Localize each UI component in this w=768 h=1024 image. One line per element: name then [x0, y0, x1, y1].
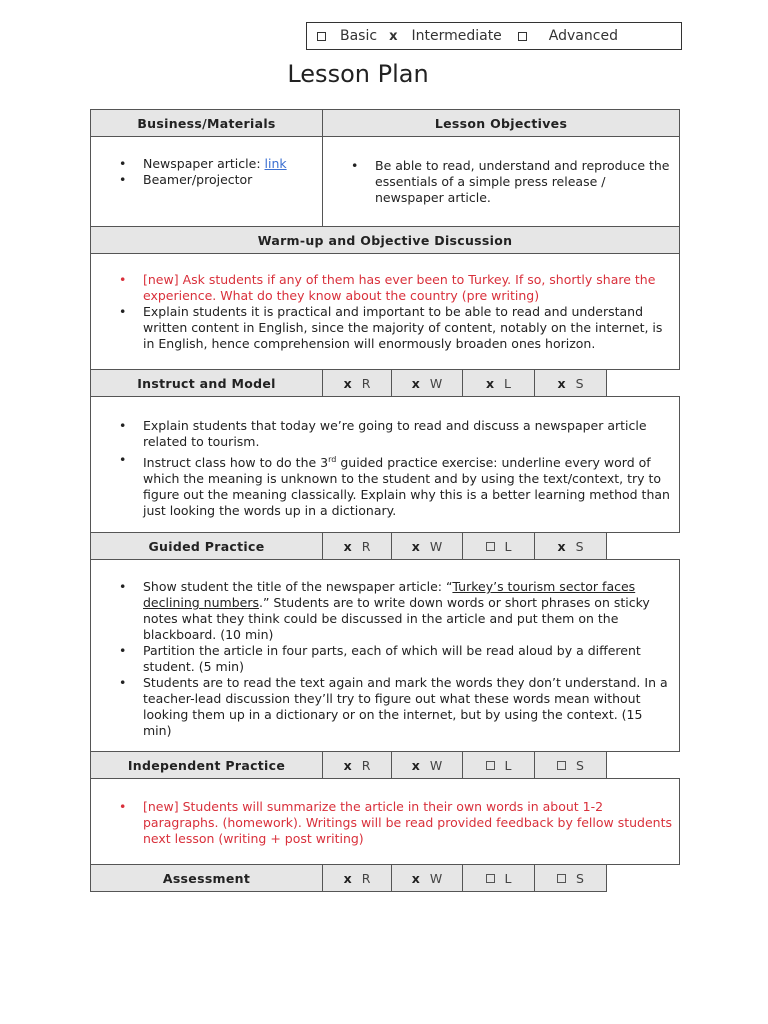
skill-speaking[interactable]: [535, 533, 607, 560]
list-item: • Explain students it is practical and important to be able to read and understand written content in English, since the majority of content, notably on the internet, is in English, hence comprehension will enormously broaden ones horizon.: [143, 304, 673, 352]
checkbox-empty-icon: [486, 761, 495, 770]
list-item: • Explain students that today we’re going to read and discuss a newspaper article related to tourism.: [143, 418, 673, 450]
list-item: [143, 452, 673, 519]
skill-reading[interactable]: [323, 533, 392, 560]
skill-label: S: [576, 870, 584, 886]
skill-writing[interactable]: [392, 533, 463, 560]
skill-label: R: [361, 757, 371, 773]
item-text: guided practice exercise: underline every word of which the meaning is unknown to the student and by using the text/context, try to figure out the meaning classically. Explain why this is a better learning method than just looking the words up in a dictionary.: [143, 455, 670, 519]
skill-label: L: [504, 538, 512, 554]
skill-writing[interactable]: [392, 370, 463, 397]
skill-speaking[interactable]: [535, 865, 607, 892]
assessment-header: Assessment: [91, 865, 323, 892]
instruct-list: [91, 397, 679, 531]
level-label-intermediate: Intermediate: [411, 28, 502, 44]
independent-header: Independent Practice: [91, 752, 323, 779]
instruct-body-row: [91, 397, 680, 533]
skill-label: S: [575, 375, 584, 391]
check-x-icon: x: [343, 375, 352, 391]
guided-cell: [91, 560, 680, 752]
independent-list: [91, 779, 679, 859]
item-text: .” Students are to write down words or short phrases on sticky notes what they think could be discussed in the article and put them on the blackboard. (10 min): [143, 595, 650, 642]
skill-label: S: [575, 538, 584, 554]
skill-label: W: [429, 375, 443, 391]
skill-reading[interactable]: [323, 865, 392, 892]
warmup-header: Warm-up and Objective Discussion: [91, 227, 680, 254]
skill-label: R: [361, 538, 371, 554]
level-selector: [306, 22, 682, 50]
list-item: • [new] Ask students if any of them has ever been to Turkey. If so, shortly share the experience. What do they know about the country (pre writing): [143, 272, 673, 304]
skill-label: W: [429, 538, 443, 554]
skill-reading[interactable]: [323, 370, 392, 397]
warmup-cell: [91, 254, 680, 370]
instruct-header: Instruct and Model: [91, 370, 323, 397]
skill-label: R: [361, 870, 371, 886]
skill-listening[interactable]: [463, 752, 535, 779]
check-x-icon[interactable]: x: [389, 28, 398, 44]
skill-label: L: [504, 375, 512, 391]
article-title: Turkey’s tourism sector faces declining numbers: [143, 579, 636, 610]
warmup-list: [91, 254, 679, 364]
level-option-basic[interactable]: [317, 28, 389, 44]
checkbox-empty-icon[interactable]: [518, 32, 527, 41]
materials-objectives-body-row: [91, 137, 680, 227]
independent-body-row: [91, 779, 680, 865]
materials-list: [91, 137, 322, 200]
objectives-cell: [323, 137, 680, 227]
checkbox-empty-icon: [557, 761, 566, 770]
level-label-basic: Basic: [340, 28, 378, 44]
superscript: rd: [328, 455, 337, 464]
checkbox-empty-icon: [486, 542, 495, 551]
checkbox-empty-icon[interactable]: [317, 32, 326, 41]
instruct-header-row: [91, 370, 680, 397]
check-x-icon: x: [485, 375, 495, 391]
skill-listening[interactable]: [463, 370, 535, 397]
check-x-icon: x: [411, 538, 420, 554]
level-label-advanced: Advanced: [548, 28, 618, 44]
check-x-icon: x: [343, 538, 352, 554]
skill-speaking[interactable]: [535, 752, 607, 779]
warmup-body-row: [91, 254, 680, 370]
skill-label: S: [576, 757, 584, 773]
check-x-icon: x: [557, 375, 566, 391]
materials-cell: [91, 137, 323, 227]
skill-label: W: [429, 757, 443, 773]
skill-speaking[interactable]: [535, 370, 607, 397]
skill-listening[interactable]: [463, 533, 535, 560]
materials-objectives-header-row: [91, 110, 680, 137]
item-text: Show student the title of the newspaper article: “: [143, 579, 453, 594]
objectives-header: Lesson Objectives: [323, 110, 680, 137]
page-title: [0, 60, 768, 88]
article-link[interactable]: link: [264, 156, 287, 171]
list-item: • [new] Students will summarize the article in their own words in about 1-2 paragraphs. (homework). Writings will be read provided feedback by fellow students next lesson (writing + post writing): [143, 799, 673, 847]
skill-writing[interactable]: [392, 752, 463, 779]
instruct-cell: [91, 397, 680, 533]
independent-header-row: [91, 752, 680, 779]
assessment-header-row: [91, 865, 680, 892]
skill-listening[interactable]: [463, 865, 535, 892]
guided-body-row: [91, 560, 680, 752]
checkbox-empty-icon: [557, 874, 566, 883]
list-item: [143, 156, 316, 172]
skill-label: R: [361, 375, 371, 391]
objectives-list: [323, 137, 679, 218]
check-x-icon: x: [343, 870, 352, 886]
list-item: • Partition the article in four parts, each of which will be read aloud by a different student. (5 min): [143, 643, 673, 675]
skill-writing[interactable]: [392, 865, 463, 892]
check-x-icon: x: [411, 870, 420, 886]
check-x-icon: x: [557, 538, 566, 554]
guided-header: Guided Practice: [91, 533, 323, 560]
materials-header: Business/Materials: [91, 110, 323, 137]
list-item: • Students are to read the text again and mark the words they don’t understand. In a teacher-lead discussion they’ll try to figure out what these words mean without looking them up in a dictionary or on the internet, but by using the context. (15 min): [143, 675, 673, 739]
skill-label: W: [429, 870, 443, 886]
skill-reading[interactable]: [323, 752, 392, 779]
check-x-icon: x: [343, 757, 352, 773]
skill-label: L: [504, 757, 512, 773]
checkbox-empty-icon: [486, 874, 495, 883]
warmup-header-row: [91, 227, 680, 254]
level-option-advanced[interactable]: [518, 28, 618, 44]
guided-header-row: [91, 533, 680, 560]
lesson-plan-table: [90, 109, 680, 892]
page-title-text: Lesson Plan: [287, 60, 429, 88]
level-option-intermediate[interactable]: [389, 28, 518, 44]
materials-item-text: Newspaper article:: [143, 156, 265, 171]
list-item: • Beamer/projector: [143, 172, 316, 188]
item-text: Instruct class how to do the 3: [143, 455, 329, 471]
independent-cell: [91, 779, 680, 865]
guided-list: [91, 560, 679, 751]
check-x-icon: x: [411, 757, 420, 773]
list-item: • Be able to read, understand and reproduce the essentials of a simple press release / newspaper article.: [375, 158, 673, 206]
check-x-icon: x: [411, 375, 420, 391]
list-item: [143, 579, 673, 643]
skill-label: L: [504, 870, 512, 886]
